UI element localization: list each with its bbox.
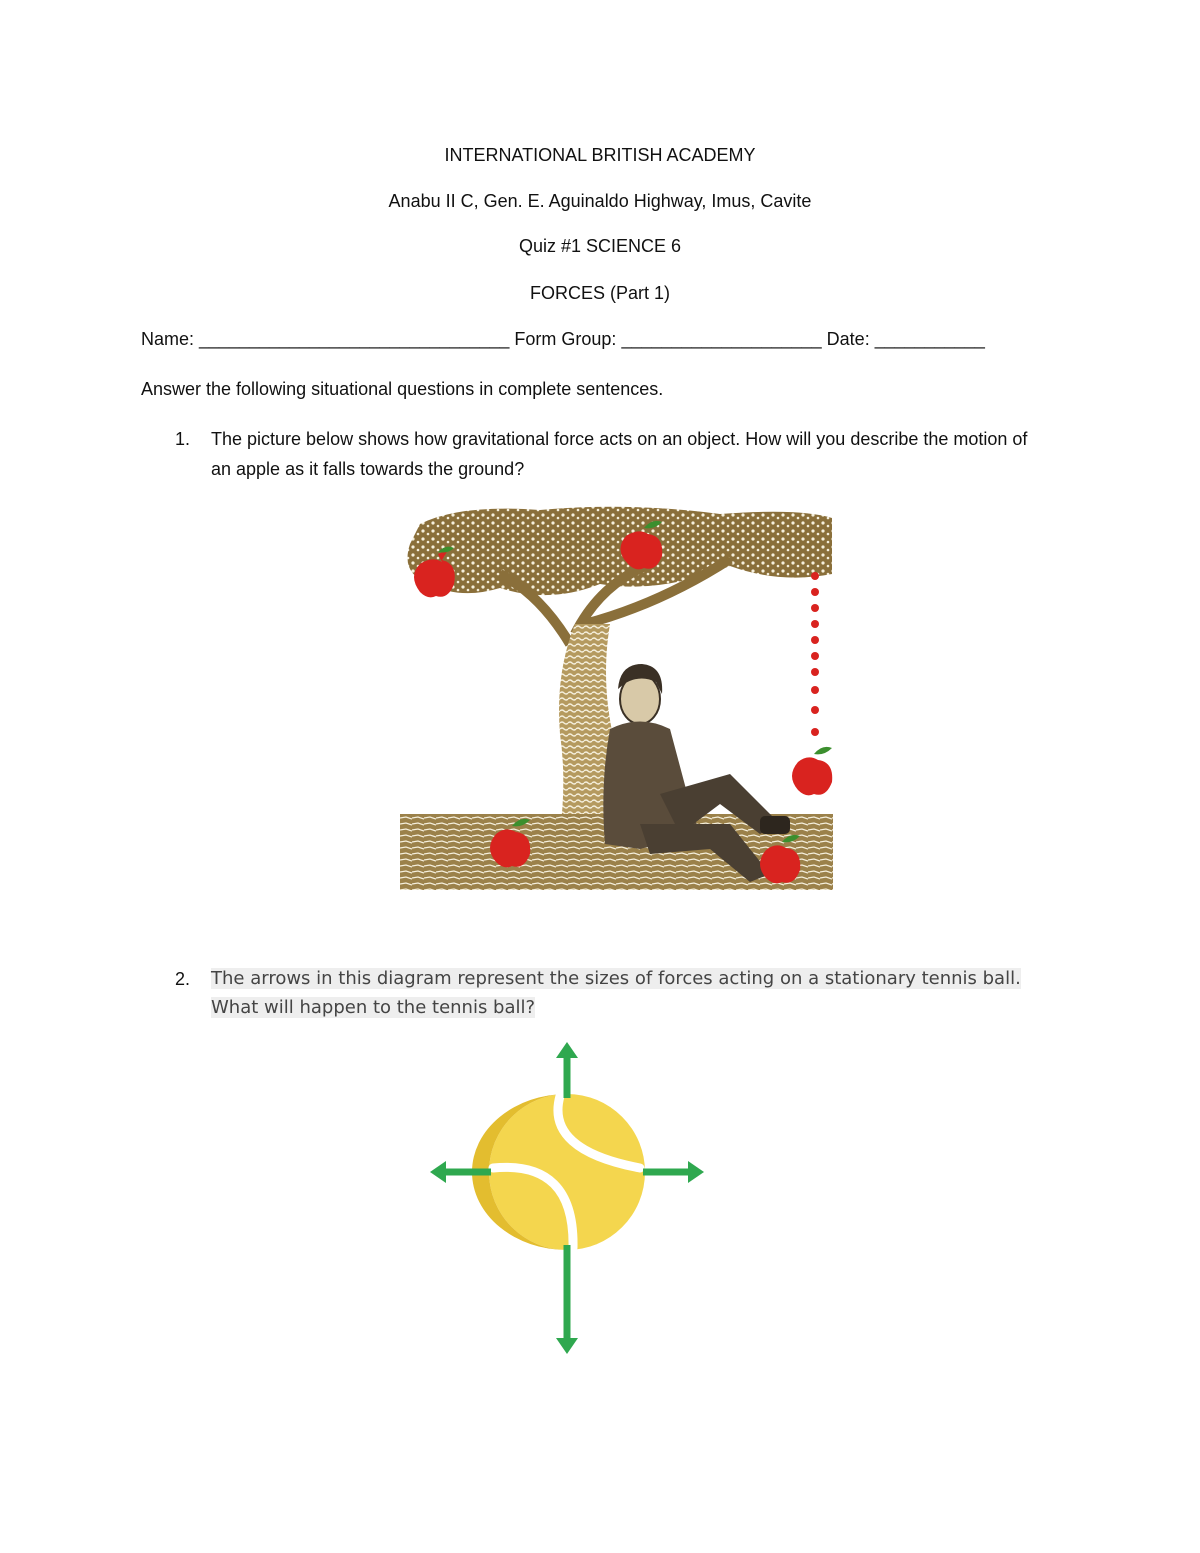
arrow-up-icon bbox=[556, 1042, 578, 1098]
form-group-label: Form Group: bbox=[514, 329, 617, 349]
school-address: Anabu II C, Gen. E. Aguinaldo Highway, Imus, Cavite bbox=[388, 191, 812, 211]
date-blank[interactable]: ___________ bbox=[874, 329, 985, 349]
name-label: Name: bbox=[141, 329, 195, 349]
question-number: 1. bbox=[175, 429, 191, 449]
arrow-right-icon bbox=[643, 1161, 704, 1183]
apple-icon bbox=[792, 747, 832, 795]
name-blank[interactable]: _______________________________ bbox=[199, 329, 510, 349]
force-diagram bbox=[425, 1040, 710, 1360]
question-text: The arrows in this diagram represent the sizes of forces acting on a stationary tennis ball. What will happen to the tennis ball? bbox=[211, 968, 1021, 1018]
info-fields-line bbox=[141, 329, 985, 350]
question-number: 2. bbox=[175, 969, 191, 989]
quiz-topic: FORCES (Part 1) bbox=[529, 283, 671, 303]
date-label: Date: bbox=[826, 329, 870, 349]
falling-path-dots bbox=[811, 572, 819, 736]
apple-tree-illustration bbox=[400, 504, 833, 890]
arrow-down-icon bbox=[556, 1245, 578, 1354]
form-group-blank[interactable]: ____________________ bbox=[621, 329, 822, 349]
school-name: INTERNATIONAL BRITISH ACADEMY bbox=[444, 145, 756, 165]
quiz-title: Quiz #1 SCIENCE 6 bbox=[518, 236, 682, 256]
instructions: Answer the following situational questions in complete sentences. bbox=[141, 379, 664, 399]
tennis-ball-icon bbox=[472, 1094, 645, 1250]
question-2 bbox=[175, 964, 1045, 1026]
question-1 bbox=[175, 424, 1045, 486]
question-text: The picture below shows how gravitational force acts on an object. How will you describe the motion of an apple as it falls towards the ground? bbox=[211, 429, 1028, 479]
